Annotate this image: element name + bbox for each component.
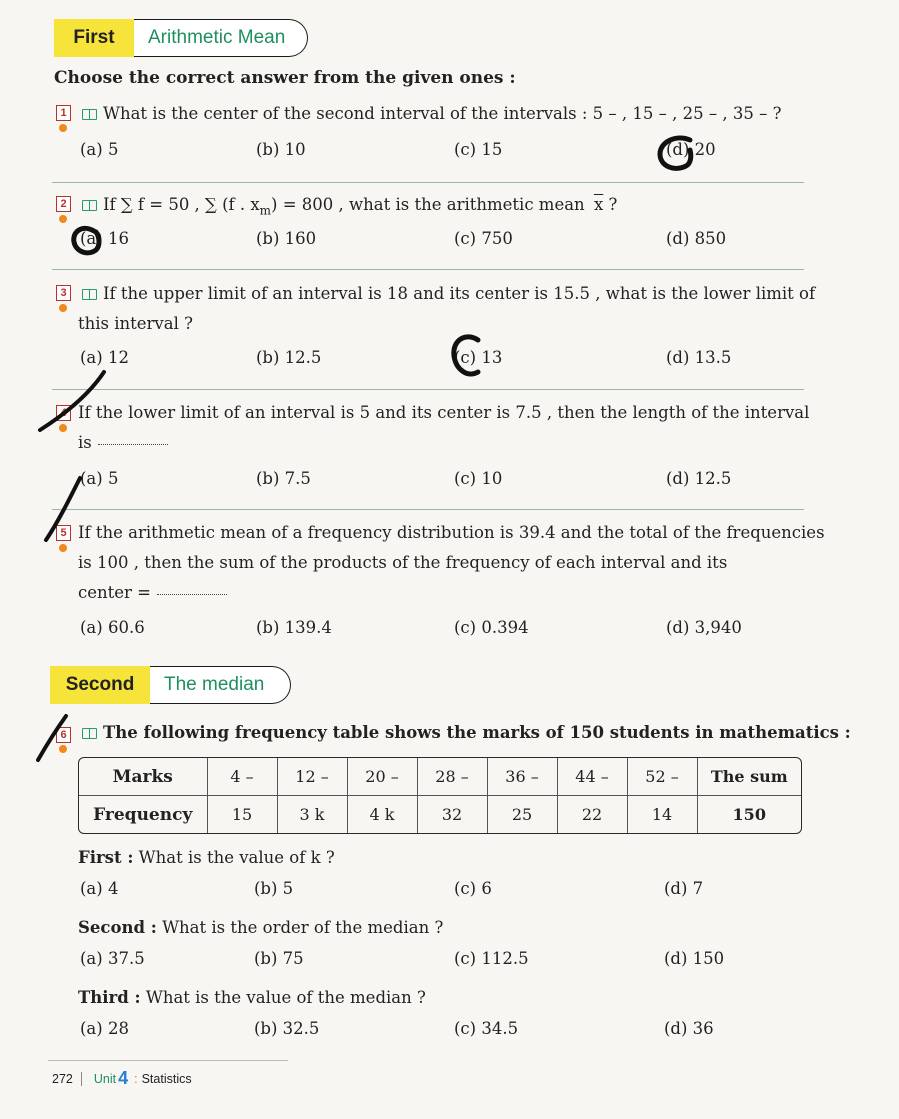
sub-question-third bbox=[78, 988, 426, 1007]
bullet-dot bbox=[59, 424, 67, 432]
table-cell: 22 bbox=[557, 796, 627, 834]
option-a[interactable]: (a) 16 bbox=[80, 229, 129, 248]
sub-question-label: First : bbox=[78, 848, 134, 867]
table-cell: Marks bbox=[79, 758, 207, 796]
question-6-text bbox=[82, 718, 851, 748]
section-second-header bbox=[50, 666, 291, 704]
sub-question-text: What is the value of k ? bbox=[138, 848, 335, 867]
sub-question-first bbox=[78, 848, 335, 867]
option-a[interactable]: (a) 5 bbox=[80, 140, 119, 159]
section-first-label: First bbox=[54, 19, 134, 57]
bullet-dot bbox=[59, 745, 67, 753]
option-a[interactable]: (a) 4 bbox=[80, 879, 119, 898]
table-cell: 4 k bbox=[347, 796, 417, 834]
divider bbox=[52, 182, 804, 183]
question-5-line3 bbox=[78, 578, 227, 608]
option-d[interactable]: (d) 12.5 bbox=[666, 469, 732, 488]
question-number: 2 bbox=[56, 196, 71, 212]
table-cell: 52 – bbox=[627, 758, 697, 796]
option-d[interactable]: (d) 3,940 bbox=[666, 618, 742, 637]
divider bbox=[52, 509, 804, 510]
sub-question-second bbox=[78, 918, 443, 937]
question-2-text bbox=[82, 190, 617, 225]
answer-blank bbox=[157, 594, 227, 595]
footer-divider bbox=[48, 1060, 288, 1061]
table-cell: 32 bbox=[417, 796, 487, 834]
sub-question-label: Second : bbox=[78, 918, 157, 937]
option-c[interactable]: (c) 34.5 bbox=[454, 1019, 519, 1038]
option-c[interactable]: (c) 10 bbox=[454, 469, 503, 488]
table-cell: Frequency bbox=[79, 796, 207, 834]
sub-question-label: Third : bbox=[78, 988, 141, 1007]
book-icon bbox=[82, 109, 97, 120]
question-2-part-b: ) = 800 , what is the arithmetic mean bbox=[271, 195, 585, 214]
option-d[interactable]: (d) 150 bbox=[664, 949, 725, 968]
option-b[interactable]: (b) 75 bbox=[254, 949, 304, 968]
option-b[interactable]: (b) 32.5 bbox=[254, 1019, 320, 1038]
question-number: 4 bbox=[56, 405, 71, 421]
option-b[interactable]: (b) 12.5 bbox=[256, 348, 322, 367]
option-c[interactable]: (c) 13 bbox=[454, 348, 503, 367]
bullet-dot bbox=[59, 215, 67, 223]
unit-separator: : bbox=[134, 1071, 138, 1086]
table-cell: 12 – bbox=[277, 758, 347, 796]
subscript-m: m bbox=[259, 203, 272, 218]
book-icon bbox=[82, 289, 97, 300]
table-cell: 3 k bbox=[277, 796, 347, 834]
section-first-header bbox=[54, 19, 308, 57]
option-c[interactable]: (c) 6 bbox=[454, 879, 492, 898]
question-1-label: What is the center of the second interval of the intervals : 5 – , 15 – , 25 – , 35 – ? bbox=[103, 104, 782, 123]
question-2-end: ? bbox=[608, 195, 618, 214]
question-3-line1 bbox=[82, 279, 815, 309]
unit-number: 4 bbox=[118, 1068, 129, 1088]
table-cell: 15 bbox=[207, 796, 277, 834]
question-number: 5 bbox=[56, 525, 71, 541]
option-c[interactable]: (c) 112.5 bbox=[454, 949, 529, 968]
option-c[interactable]: (c) 15 bbox=[454, 140, 503, 159]
page-number: 272 bbox=[52, 1072, 82, 1086]
table-row bbox=[79, 796, 801, 834]
option-d[interactable]: (d) 36 bbox=[664, 1019, 714, 1038]
divider bbox=[52, 269, 804, 270]
table-cell: 4 – bbox=[207, 758, 277, 796]
option-a[interactable]: (a) 5 bbox=[80, 469, 119, 488]
table-header-row bbox=[79, 758, 801, 796]
question-number: 3 bbox=[56, 285, 71, 301]
option-b[interactable]: (b) 139.4 bbox=[256, 618, 332, 637]
bullet-dot bbox=[59, 124, 67, 132]
question-3-line2: this interval ? bbox=[78, 314, 193, 333]
question-3-label: If the upper limit of an interval is 18 and its center is 15.5 , what is the lower limit of bbox=[103, 284, 816, 303]
table-cell: The sum bbox=[697, 758, 801, 796]
x-bar: $\overline{x}$ bbox=[593, 195, 604, 214]
option-a[interactable]: (a) 60.6 bbox=[80, 618, 145, 637]
option-b[interactable]: (b) 7.5 bbox=[256, 469, 311, 488]
option-a[interactable]: (a) 37.5 bbox=[80, 949, 145, 968]
book-icon bbox=[82, 728, 97, 739]
question-4-line2 bbox=[78, 428, 168, 458]
table-cell: 36 – bbox=[487, 758, 557, 796]
question-2-part-a: If ∑ f = 50 , ∑ (f . x bbox=[103, 195, 260, 214]
sub-question-text: What is the order of the median ? bbox=[162, 918, 444, 937]
section-first-title: Arithmetic Mean bbox=[134, 19, 308, 57]
question-4-is: is bbox=[78, 433, 92, 452]
option-b[interactable]: (b) 10 bbox=[256, 140, 306, 159]
option-c[interactable]: (c) 750 bbox=[454, 229, 513, 248]
table-cell: 28 – bbox=[417, 758, 487, 796]
option-d[interactable]: (d) 20 bbox=[666, 140, 716, 159]
option-a[interactable]: (a) 28 bbox=[80, 1019, 129, 1038]
option-d[interactable]: (d) 13.5 bbox=[666, 348, 732, 367]
sub-question-text: What is the value of the median ? bbox=[145, 988, 426, 1007]
table-cell: 14 bbox=[627, 796, 697, 834]
table-cell: 150 bbox=[697, 796, 801, 834]
unit-label: Unit bbox=[93, 1071, 117, 1086]
question-1-text bbox=[82, 99, 781, 129]
option-d[interactable]: (d) 850 bbox=[666, 229, 727, 248]
question-6-label: The following frequency table shows the marks of 150 students in mathematics : bbox=[103, 723, 851, 742]
bullet-dot bbox=[59, 544, 67, 552]
question-5-line1: If the arithmetic mean of a frequency distribution is 39.4 and the total of the frequencies bbox=[78, 523, 825, 542]
question-4-line1: If the lower limit of an interval is 5 and its center is 7.5 , then the length of the interval bbox=[78, 403, 810, 422]
option-c[interactable]: (c) 0.394 bbox=[454, 618, 529, 637]
answer-blank bbox=[98, 444, 168, 445]
question-5-line2: is 100 , then the sum of the products of the frequency of each interval and its bbox=[78, 553, 728, 572]
section-second-title: The median bbox=[150, 666, 291, 704]
book-icon bbox=[82, 200, 97, 211]
option-a[interactable]: (a) 12 bbox=[80, 348, 129, 367]
page-footer bbox=[52, 1068, 192, 1089]
divider bbox=[52, 389, 804, 390]
bullet-dot bbox=[59, 304, 67, 312]
instruction: Choose the correct answer from the given ones : bbox=[54, 68, 516, 88]
chapter-name: Statistics bbox=[141, 1071, 192, 1086]
table-cell: 25 bbox=[487, 796, 557, 834]
option-b[interactable]: (b) 160 bbox=[256, 229, 317, 248]
question-5-center: center = bbox=[78, 583, 151, 602]
option-d[interactable]: (d) 7 bbox=[664, 879, 704, 898]
table-cell: 44 – bbox=[557, 758, 627, 796]
frequency-table bbox=[78, 757, 802, 834]
question-number: 6 bbox=[56, 727, 71, 743]
table-cell: 20 – bbox=[347, 758, 417, 796]
section-second-label: Second bbox=[50, 666, 150, 704]
option-b[interactable]: (b) 5 bbox=[254, 879, 294, 898]
question-number: 1 bbox=[56, 105, 71, 121]
